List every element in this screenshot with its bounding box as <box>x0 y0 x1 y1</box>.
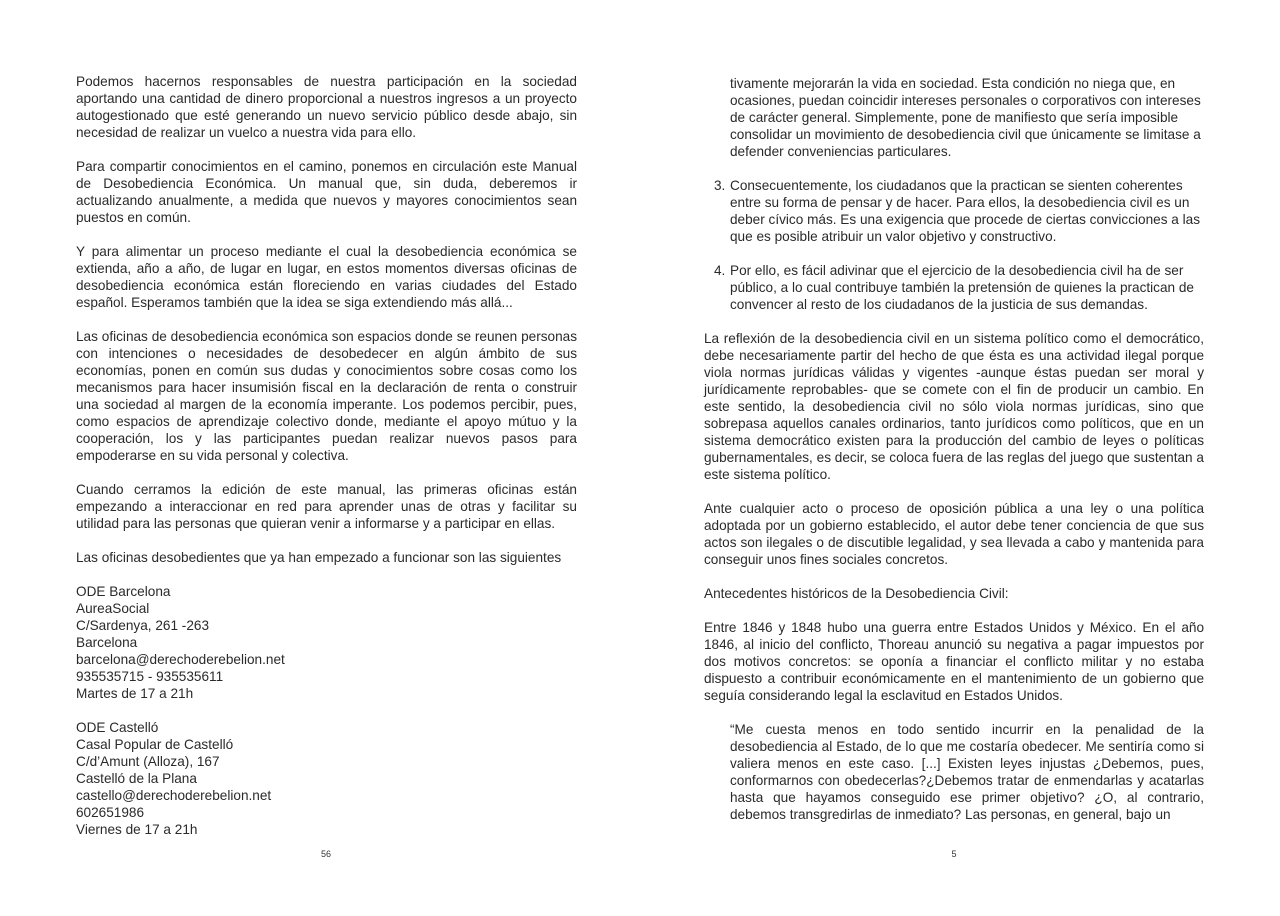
paragraph: Las oficinas de desobediencia económica son espacios donde se reunen personas con intenciones o necesidades de desobedecer en algún ámbito de sus economías, ponen en común sus dudas y conocimientos sobre cosas como los mecanismos para hacer insumisión fiscal en la declaración de renta o construir una sociedad al margen de la economía imperante. Los podemos percibir, pues, como espacios de aprendizaje colectivo donde, mediante el apoyo mútuo y la cooperación, los y las participantes puedan realizar nuevos pasos para empoderarse en su vida personal y colectiva. <box>76 329 577 463</box>
paragraph: La reflexión de la desobediencia civil en un sistema político como el democrático, debe necesariamente partir del hecho de que ésta es una actividad ilegal porque viola normas jurídicas válidas y vigentes -aunque éstas puedan ser moral y jurídicamente reprobables- que se comete con el fin de producir un cambio. En este sentido, la desobediencia civil no sólo viola normas jurídicas, sino que sobrepasa aquellos canales ordinarios, tanto jurídicos como políticos, que en un sistema democrático existen para la producción del cambio de leyes o políticas gubernamentales, es decir, se coloca fuera de las reglas del juego que sustentan a este sistema político. <box>704 331 1204 482</box>
paragraph: Podemos hacernos responsables de nuestra participación en la sociedad aportando una cantidad de dinero proporcional a nuestros ingresos a un proyecto autogestionado que esté generando un nuevo servicio público desde abajo, sin necesidad de realizar un vuelco a nuestra vida para ello. <box>76 74 577 140</box>
section-heading: Antecedentes históricos de la Desobediencia Civil: <box>704 586 1009 601</box>
page-number: 5 <box>951 849 957 859</box>
list-item-text: Por ello, es fácil adivinar que el ejercicio de la desobediencia civil ha de ser público, a lo cual contribuye también la pretensión de quienes la practican de convencer al resto de los ciudadanos de la justicia de sus demandas. <box>730 263 1194 312</box>
list-item-number: 3. <box>714 178 726 193</box>
office-email: castello@derechoderebelion.net <box>76 788 272 803</box>
numbered-list <box>704 177 1204 313</box>
office-castello <box>76 719 577 838</box>
right-page <box>640 0 1280 916</box>
list-item-text: Consecuentemente, los ciudadanos que la practican se sienten coherentes entre su forma de pensar y de hacer. Para ellos, la desobediencia civil es un deber cívico más. Es una exigencia que procede de ciertas convicciones a las que es posible atribuir un valor objetivo y constructivo. <box>730 178 1200 244</box>
right-page-body <box>704 75 1204 823</box>
office-barcelona <box>76 583 577 702</box>
paragraph: Cuando cerramos la edición de este manual, las primeras oficinas están empezando a interaccionar en red para aprender unas de otras y facilitar su utilidad para las personas que quieran venir a informarse y a participar en ellas. <box>76 482 577 531</box>
list-item-number: 4. <box>714 263 726 278</box>
office-email: barcelona@derechoderebelion.net <box>76 652 285 667</box>
paragraph: Las oficinas desobedientes que ya han empezado a funcionar son las siguientes <box>76 550 562 565</box>
list-item <box>704 177 1204 245</box>
paragraph: Y para alimentar un proceso mediante el cual la desobediencia económica se extienda, año a año, de lugar en lugar, en estos momentos diversas oficinas de desobediencia económica están floreciendo en varias ciudades del Estado español. Esperamos también que la idea se siga extendiendo más allá... <box>76 244 577 310</box>
office-phone: 602651986 <box>76 805 145 820</box>
office-venue: AureaSocial <box>76 601 150 616</box>
list-item <box>704 262 1204 313</box>
list-item-continued: tivamente mejorarán la vida en sociedad. Esta condición no niega que, en ocasiones, puedan coincidir intereses personales o corporativos con intereses de carácter general. Simplemente, pone de manifiesto que sería imposible consolidar un movimiento de desobediencia civil que únicamente se limitase a defender conveniencias particulares. <box>730 76 1201 159</box>
page-number: 56 <box>320 849 331 859</box>
paragraph: Para compartir conocimientos en el camino, ponemos en circulación este Manual de Desobediencia Económica. Un manual que, sin duda, deberemos ir actualizando anualmente, a medida que nuevos y mayores conocimientos sean puestos en común. <box>76 159 577 225</box>
thoreau-quote: “Me cuesta menos en todo sentido incurrir en la penalidad de la desobediencia al Estado, de lo que me costaría obedecer. Me sentiría como si valiera menos en este caso. [...] Existen leyes injustas ¿Debemos, pues, conformarnos con obedecerlas?¿Debemos tratar de enmendarlas y acatarlas hasta que hayamos conseguido ese primer objetivo? ¿O, al contrario, debemos transgredirlas de inmediato? Las personas, en general, bajo un <box>730 722 1204 822</box>
office-hours: Martes de 17 a 21h <box>76 686 194 701</box>
office-address: C/Sardenya, 261 -263 <box>76 618 210 633</box>
office-name: ODE Castelló <box>76 720 159 735</box>
paragraph: Ante cualquier acto o proceso de oposición pública a una ley o una política adoptada por un gobierno establecido, el autor debe tener conciencia de que sus actos son ilegales o de discutible legalidad, y sea llevada a cabo y mantenida para conseguir unos fines sociales concretos. <box>704 501 1204 567</box>
paragraph: Entre 1846 y 1848 hubo una guerra entre Estados Unidos y México. En el año 1846, al inicio del conflicto, Thoreau anunció su negativa a pagar impuestos por dos motivos concretos: se oponía a financiar el conflicto militar y no estaba dispuesto a contribuir económicamente en el mantenimiento de un gobierno que seguía considerando legal la esclavitud en Estados Unidos. <box>704 620 1204 703</box>
left-page-body <box>76 73 577 855</box>
office-address: C/d’Amunt (Alloza), 167 <box>76 754 220 769</box>
office-city: Castelló de la Plana <box>76 771 197 786</box>
office-venue: Casal Popular de Castelló <box>76 737 234 752</box>
office-hours: Viernes de 17 a 21h <box>76 822 198 837</box>
office-phone: 935535715 - 935535611 <box>76 669 224 684</box>
office-name: ODE Barcelona <box>76 584 171 599</box>
office-city: Barcelona <box>76 635 138 650</box>
